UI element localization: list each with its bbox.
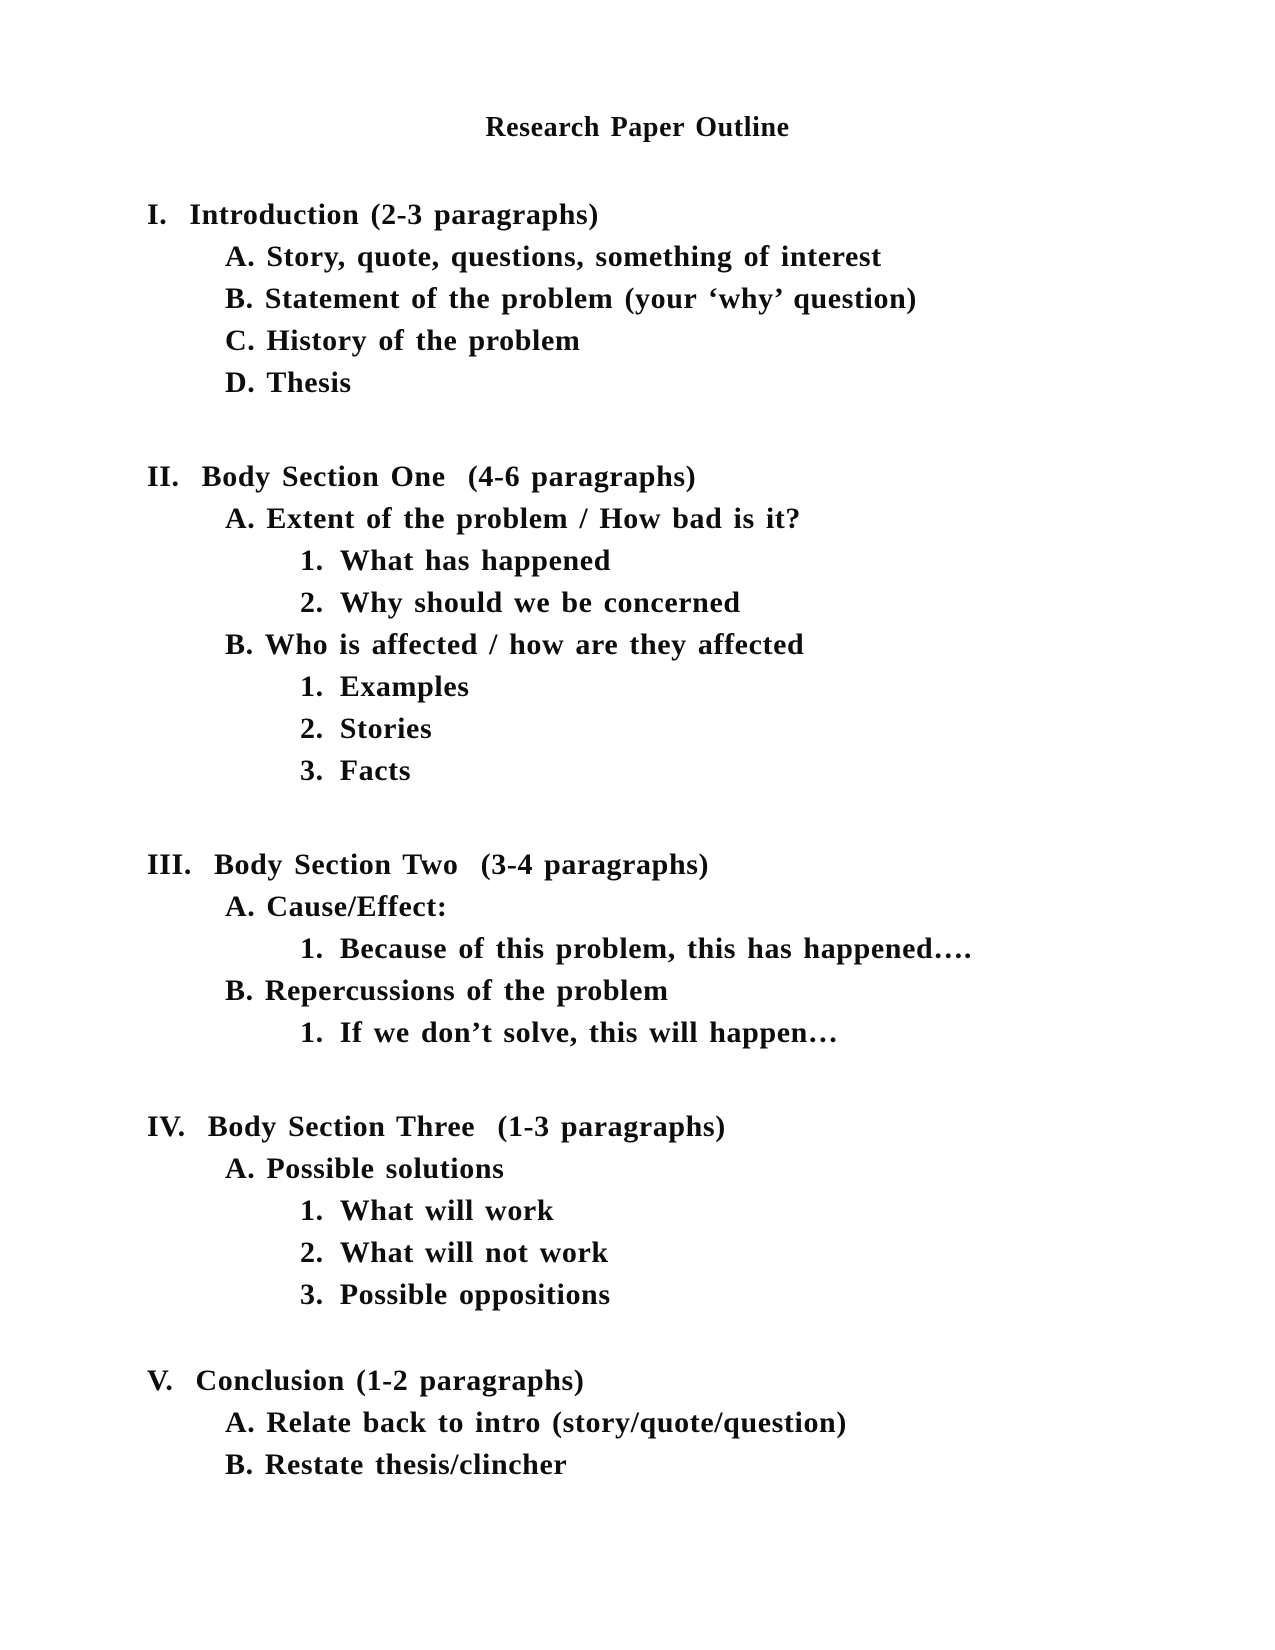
section-marker: I.	[147, 198, 168, 231]
outline-item	[0, 1444, 1275, 1486]
item-text: Who is affected / how are they affected	[264, 628, 805, 661]
subitem-marker: 3.	[300, 754, 324, 787]
subitem-text: Because of this problem, this has happened….	[339, 932, 972, 965]
item-marker: D.	[225, 366, 256, 399]
outline-item	[0, 886, 1275, 928]
item-text: Possible solutions	[266, 1152, 505, 1185]
subitem-marker: 1.	[300, 1016, 324, 1049]
item-marker: A.	[225, 1152, 256, 1185]
item-marker: A.	[225, 1406, 256, 1439]
subitem-marker: 1.	[300, 932, 324, 965]
subitem-marker: 1.	[300, 1194, 324, 1227]
section-marker: II.	[147, 460, 180, 493]
section-heading	[0, 194, 1275, 236]
item-text: Statement of the problem (your ‘why’ question)	[264, 282, 917, 315]
item-text: Relate back to intro (story/quote/question)	[266, 1406, 847, 1439]
outline-item	[0, 1148, 1275, 1190]
item-text: Thesis	[266, 366, 352, 399]
outline-item	[0, 236, 1275, 278]
section-marker: V.	[147, 1364, 174, 1397]
outline-subitem	[0, 750, 1275, 792]
item-text: History of the problem	[266, 324, 581, 357]
item-marker: A.	[225, 240, 256, 273]
section-heading	[0, 456, 1275, 498]
subitem-text: Possible oppositions	[339, 1278, 611, 1311]
outline-item	[0, 498, 1275, 540]
subitem-marker: 2.	[300, 1236, 324, 1269]
item-marker: B.	[225, 628, 254, 661]
subitem-text: Examples	[339, 670, 470, 703]
subitem-text: If we don’t solve, this will happen…	[339, 1016, 839, 1049]
outline-subitem	[0, 1190, 1275, 1232]
item-marker: B.	[225, 1448, 254, 1481]
subitem-text: What will work	[339, 1194, 555, 1227]
outline-subitem	[0, 666, 1275, 708]
outline-subitem	[0, 1232, 1275, 1274]
subitem-text: Stories	[339, 712, 433, 745]
outline-subitem	[0, 708, 1275, 750]
subitem-marker: 1.	[300, 670, 324, 703]
item-text: Story, quote, questions, something of interest	[266, 240, 882, 273]
outline-item	[0, 320, 1275, 362]
item-text: Restate thesis/clincher	[264, 1448, 568, 1481]
section-heading-text: Conclusion (1-2 paragraphs)	[195, 1364, 585, 1397]
section-marker: IV.	[147, 1110, 186, 1143]
outline-subitem	[0, 1274, 1275, 1316]
subitem-text: What will not work	[339, 1236, 609, 1269]
item-text: Extent of the problem / How bad is it?	[266, 502, 801, 535]
subitem-marker: 3.	[300, 1278, 324, 1311]
subitem-marker: 2.	[300, 712, 324, 745]
document-title: Research Paper Outline	[485, 112, 790, 143]
item-marker: C.	[225, 324, 256, 357]
outline-subitem	[0, 582, 1275, 624]
outline	[0, 150, 1275, 1486]
item-marker: A.	[225, 502, 256, 535]
item-text: Repercussions of the problem	[264, 974, 669, 1007]
outline-item	[0, 624, 1275, 666]
section-heading-text: Introduction (2-3 paragraphs)	[189, 198, 599, 231]
section-spacer	[0, 792, 1275, 844]
subitem-marker: 2.	[300, 586, 324, 619]
section-spacer	[0, 404, 1275, 456]
outline-item	[0, 970, 1275, 1012]
section-heading	[0, 1360, 1275, 1402]
outline-item	[0, 362, 1275, 404]
outline-item	[0, 1402, 1275, 1444]
outline-subitem	[0, 928, 1275, 970]
item-marker: A.	[225, 890, 256, 923]
item-marker: B.	[225, 282, 254, 315]
section-spacer	[0, 1316, 1275, 1360]
subitem-text: Why should we be concerned	[339, 586, 741, 619]
section-heading	[0, 844, 1275, 886]
section-heading-text: Body Section One (4-6 paragraphs)	[201, 460, 697, 493]
section-spacer	[0, 1054, 1275, 1106]
section-heading	[0, 1106, 1275, 1148]
outline-subitem	[0, 1012, 1275, 1054]
subitem-text: What has happened	[339, 544, 611, 577]
outline-item	[0, 278, 1275, 320]
item-marker: B.	[225, 974, 254, 1007]
section-marker: III.	[147, 848, 192, 881]
outline-subitem	[0, 540, 1275, 582]
section-heading-text: Body Section Two (3-4 paragraphs)	[213, 848, 710, 881]
subitem-text: Facts	[339, 754, 412, 787]
item-text: Cause/Effect:	[266, 890, 448, 923]
subitem-marker: 1.	[300, 544, 324, 577]
section-heading-text: Body Section Three (1-3 paragraphs)	[207, 1110, 726, 1143]
